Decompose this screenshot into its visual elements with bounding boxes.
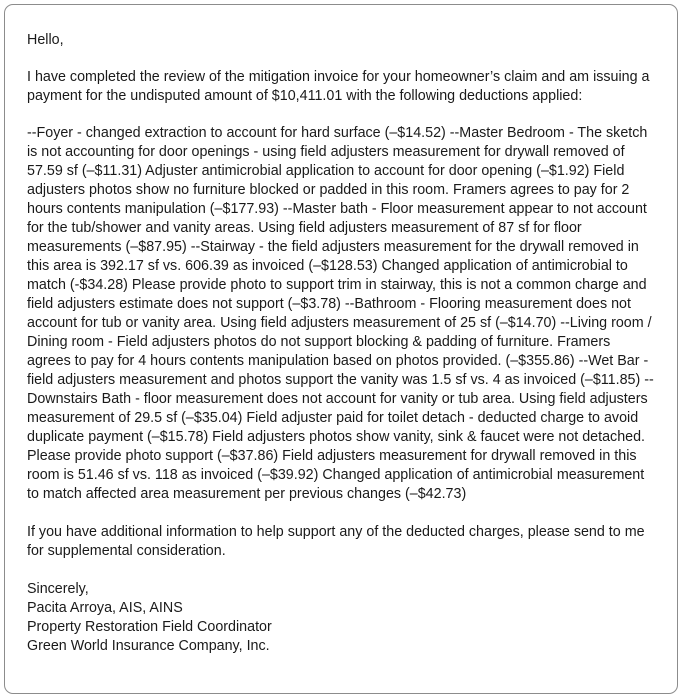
valediction: Sincerely,	[27, 581, 89, 597]
signer-name: Pacita Arroya, AIS, AINS	[27, 600, 183, 616]
deductions-details: --Foyer - changed extraction to account for hard surface (–$14.52) --Master Bedroom - The sketch is not accounting for door openings - using field adjusters measurement for drywall removed of 57.59 sf (–$11.31) Adjuster antimicrobial application to account for door opening (–$1.92) Field adjusters photos show no furniture blocked or padded in this room. Framers agrees to pay for 2 hours contents manipulation (–$177.93) --Master bath - Floor measurement appear to not account for the tub/shower and vanity areas. Using field adjusters measurement of 87 sf for floor measurements (–$87.95) --Stairway - the field adjusters measurement for the drywall removed in this area is 392.17 sf vs. 606.39 as invoiced (–$128.53) Changed application of antimicrobial to match (-$34.28) Please provide photo to support trim in stairway, this is not a common charge and field adjusters estimate does not support (–$3.78) --Bathroom - Flooring measurement does not account for tub or vanity area. Using field adjusters measurement of 25 sf (–$14.70) --Living room / Dining room - Field adjusters photos do not support blocking & padding of furniture. Framers agrees to pay for 4 hours contents manipulation based on photos provided. (–$355.86) --Wet Bar - field adjusters measurement and photos support the vanity was 1.5 sf vs. 4 as invoiced (–$11.85) --Downstairs Bath - floor measurement does not account for vanity or tub area. Using field adjusters measurement of 29.5 sf (–$35.04) Field adjuster paid for toilet detach - deducted charge to avoid duplicate payment (–$15.78) Field adjusters photos show vanity, sink & faucet were not detached. Please provide photo support (–$37.86) Field adjusters measurement for drywall removed in this room is 51.46 sf vs. 118 as invoiced (–$39.92) Changed application of antimicrobial measurement to match affected area measurement per previous changes (–$42.73)	[27, 125, 654, 502]
letter-intro: I have completed the review of the mitigation invoice for your homeowner’s claim and am issuing a payment for the undisputed amount of $10,411.01 with the following deductions applied:	[27, 69, 650, 104]
signature-block	[27, 580, 657, 656]
letter-closing-note: If you have additional information to help support any of the deducted charges, please send to me for supplemental consideration.	[27, 524, 645, 559]
signer-company: Green World Insurance Company, Inc.	[27, 638, 270, 654]
letter-greeting: Hello,	[27, 32, 64, 48]
signer-title: Property Restoration Field Coordinator	[27, 619, 272, 635]
letter-container	[4, 4, 678, 694]
